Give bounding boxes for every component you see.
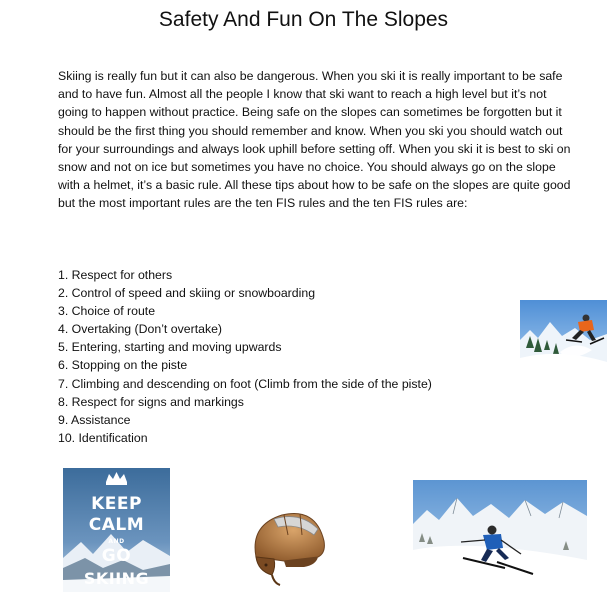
fis-rules-list: [58, 266, 432, 447]
rule-item: 7. Climbing and descending on foot (Climb from the side of the piste): [58, 376, 432, 391]
keep-calm-poster: [63, 468, 170, 592]
blue-skier-photo: [413, 480, 587, 591]
page-title: Safety And Fun On The Slopes: [158, 8, 449, 31]
rule-item: 10. Identification: [58, 430, 148, 445]
rule-item: 9. Assistance: [58, 412, 131, 427]
rule-item: 1. Respect for others: [58, 268, 173, 282]
rule-item: 8. Respect for signs and markings: [58, 394, 244, 409]
orange-skier-photo: [520, 300, 607, 373]
ski-helmet-image: [244, 505, 330, 587]
poster-line-calm: CALM: [88, 515, 145, 535]
rule-item: 2. Control of speed and skiing or snowboarding: [58, 286, 316, 301]
rule-item: 5. Entering, starting and moving upwards: [58, 340, 282, 355]
poster-line-keep: KEEP: [91, 494, 142, 514]
rule-item: 3. Choice of route: [58, 304, 156, 319]
poster-line-skiing: SKIING: [83, 569, 150, 588]
rule-item: 6. Stopping on the piste: [58, 358, 188, 373]
poster-line-go: GO: [101, 546, 132, 566]
rule-item: 4. Overtaking (Don’t overtake): [58, 322, 223, 337]
poster-line-and: AND: [108, 538, 125, 545]
intro-paragraph: Skiing is really fun but it can also be dangerous. When you ski it is really important to be safe and to have fun. Almost all the people I know that ski want to reach a high level but it’s not going to happen without practice. Being safe on the slopes can sometimes be forgotten but it should be the first thing you should remember and know. When you ski you should watch out for your surroundings and always look uphill before setting off. When you ski it is best to ski on snow and not on ice but sometimes you have no choice. You should always go on the slope with a helmet, it’s a basic rule. All these tips about how to be safe on the slopes are quite good but the most important rules are the ten FIS rules and the ten FIS rules are:: [58, 69, 571, 211]
